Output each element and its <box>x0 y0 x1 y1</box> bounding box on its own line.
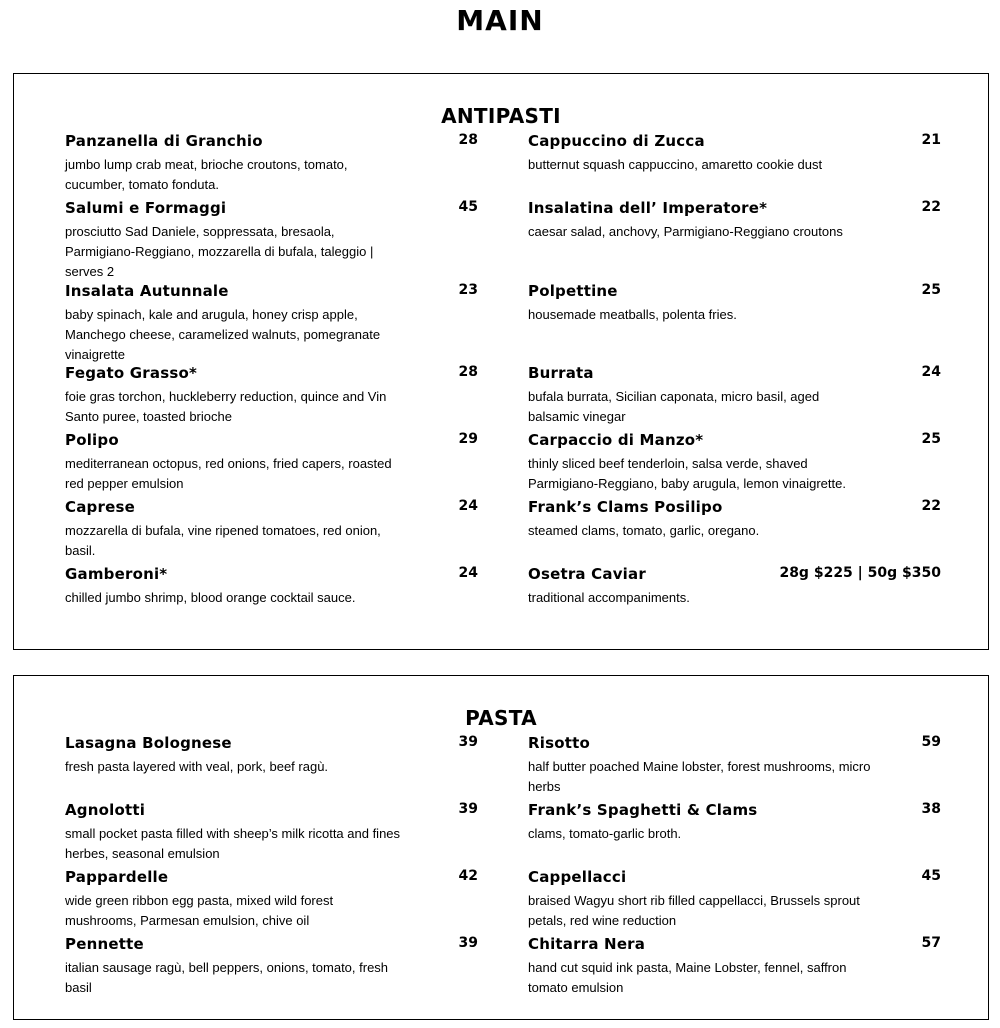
pasta-title: PASTA <box>465 706 537 730</box>
antipasti-section <box>13 73 989 650</box>
item-price: 24 <box>458 498 478 514</box>
item-price: 42 <box>458 868 478 884</box>
item-description: thinly sliced beef tenderloin, salsa verde, shaved Parmigiano-Reggiano, baby arugula, lemon vinaigrette. <box>528 456 846 491</box>
item-description: mediterranean octopus, red onions, fried capers, roasted red pepper emulsion <box>65 456 392 491</box>
item-description: bufala burrata, Sicilian caponata, micro basil, aged balsamic vinegar <box>528 389 820 424</box>
item-price: 45 <box>921 868 941 884</box>
item-name: Caprese <box>65 498 135 516</box>
item-price: 28g $225 | 50g $350 <box>779 565 941 581</box>
item-description: traditional accompaniments. <box>528 590 690 605</box>
item-price: 45 <box>458 199 478 215</box>
item-description: steamed clams, tomato, garlic, oregano. <box>528 523 760 538</box>
item-price: 24 <box>458 565 478 581</box>
item-description: half butter poached Maine lobster, forest mushrooms, micro herbs <box>528 759 871 794</box>
item-price: 39 <box>458 801 478 817</box>
item-price: 57 <box>921 935 941 951</box>
item-description: jumbo lump crab meat, brioche croutons, tomato, cucumber, tomato fonduta. <box>65 157 348 192</box>
item-description: foie gras torchon, huckleberry reduction, quince and Vin Santo puree, toasted brioche <box>65 389 387 424</box>
item-price: 25 <box>921 431 941 447</box>
item-price: 22 <box>921 498 941 514</box>
item-price: 29 <box>458 431 478 447</box>
item-name: Cappuccino di Zucca <box>528 132 705 150</box>
item-price: 39 <box>458 734 478 750</box>
item-description: housemade meatballs, polenta fries. <box>528 307 737 322</box>
item-price: 22 <box>921 199 941 215</box>
page-title: MAIN <box>456 4 544 37</box>
item-name: Osetra Caviar <box>528 565 646 583</box>
item-price: 28 <box>458 132 478 148</box>
item-name: Fegato Grasso* <box>65 364 198 382</box>
item-name: Gamberoni* <box>65 565 168 583</box>
item-description: baby spinach, kale and arugula, honey crisp apple, Manchego cheese, caramelized walnuts, pomegranate vinaigrette <box>65 307 381 362</box>
item-name: Lasagna Bolognese <box>65 734 232 752</box>
item-description: fresh pasta layered with veal, pork, beef ragù. <box>65 759 329 774</box>
antipasti-title: ANTIPASTI <box>441 104 561 128</box>
item-name: Polpettine <box>528 282 618 300</box>
item-description: hand cut squid ink pasta, Maine Lobster, fennel, saffron tomato emulsion <box>528 960 847 995</box>
item-description: butternut squash cappuccino, amaretto cookie dust <box>528 157 823 172</box>
item-name: Carpaccio di Manzo* <box>528 431 704 449</box>
item-description: small pocket pasta filled with sheep’s milk ricotta and fines herbes, seasonal emulsion <box>65 826 401 861</box>
pasta-section <box>13 675 989 1020</box>
item-name: Insalatina dell’ Imperatore* <box>528 199 768 217</box>
item-price: 59 <box>921 734 941 750</box>
item-description: prosciutto Sad Daniele, soppressata, bresaola, Parmigiano-Reggiano, mozzarella di bufala, taleggio | serves 2 <box>65 224 374 279</box>
item-description: mozzarella di bufala, vine ripened tomatoes, red onion, basil. <box>65 523 381 558</box>
item-price: 25 <box>921 282 941 298</box>
item-description: italian sausage ragù, bell peppers, onions, tomato, fresh basil <box>65 960 389 995</box>
item-name: Frank’s Spaghetti & Clams <box>528 801 758 819</box>
item-description: braised Wagyu short rib filled cappellacci, Brussels sprout petals, red wine reduction <box>528 893 860 928</box>
item-name: Polipo <box>65 431 119 449</box>
item-description: chilled jumbo shrimp, blood orange cocktail sauce. <box>65 590 356 605</box>
item-price: 28 <box>458 364 478 380</box>
item-description: caesar salad, anchovy, Parmigiano-Reggiano croutons <box>528 224 843 239</box>
item-price: 39 <box>458 935 478 951</box>
item-name: Chitarra Nera <box>528 935 646 953</box>
item-name: Salumi e Formaggi <box>65 199 227 217</box>
item-name: Agnolotti <box>65 801 146 819</box>
item-name: Pennette <box>65 935 144 953</box>
item-price: 24 <box>921 364 941 380</box>
item-price: 21 <box>921 132 941 148</box>
item-price: 38 <box>921 801 941 817</box>
item-name: Panzanella di Granchio <box>65 132 263 150</box>
item-description: wide green ribbon egg pasta, mixed wild forest mushrooms, Parmesan emulsion, chive oil <box>65 893 334 928</box>
item-name: Insalata Autunnale <box>65 282 229 300</box>
item-name: Cappellacci <box>528 868 627 886</box>
item-name: Pappardelle <box>65 868 169 886</box>
item-name: Risotto <box>528 734 590 752</box>
item-price: 23 <box>458 282 478 298</box>
item-name: Burrata <box>528 364 594 382</box>
item-name: Frank’s Clams Posilipo <box>528 498 723 516</box>
item-description: clams, tomato-garlic broth. <box>528 826 682 841</box>
